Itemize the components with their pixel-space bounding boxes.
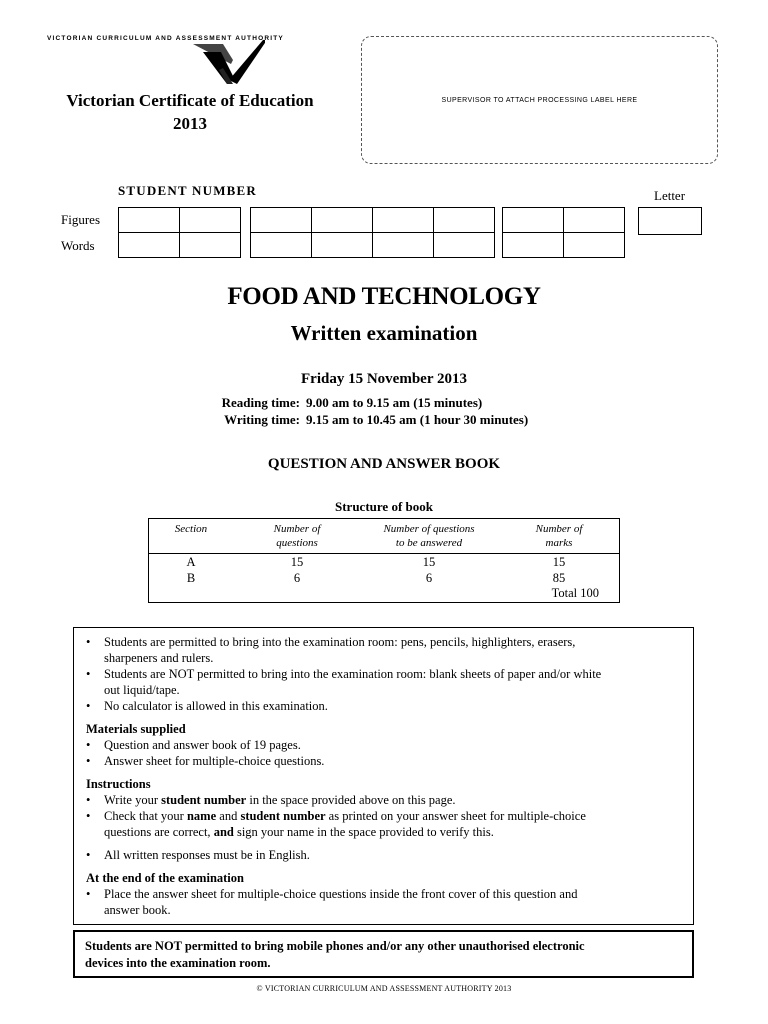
- figure-box[interactable]: [312, 208, 373, 233]
- words-label: Words: [61, 238, 95, 253]
- letter-box[interactable]: [639, 208, 702, 235]
- copyright-footer: © VICTORIAN CURRICULUM AND ASSESSMENT AUTHORITY 2013: [256, 984, 512, 993]
- processing-label-text: SUPERVISOR TO ATTACH PROCESSING LABEL HERE: [441, 96, 638, 104]
- bullet: •: [86, 738, 91, 752]
- word-box[interactable]: [119, 233, 180, 258]
- permitted-items: Students are permitted to bring into the examination room: pens, pencils, highlighters, erasers, sharpeners and rulers.: [104, 635, 576, 665]
- bullet: •: [86, 699, 91, 713]
- mobile-phone-warning: Students are NOT permitted to bring mobile phones and/or any other unauthorised electronic devices into the examination room.: [73, 930, 694, 978]
- end-item-1: Place the answer sheet for multiple-choice questions inside the front cover of this question and answer book.: [104, 887, 578, 917]
- material-item-2: Answer sheet for multiple-choice questions.: [104, 754, 325, 768]
- row-b-section: B: [186, 571, 196, 585]
- reading-time-value: 9.00 am to 9.15 am (15 minutes): [306, 395, 483, 410]
- calculator-note: No calculator is allowed in this examination.: [104, 699, 328, 713]
- structure-table: [148, 518, 620, 603]
- letter-label: Letter: [654, 188, 686, 203]
- row-a-questions: 15: [290, 555, 304, 569]
- authority-name: VICTORIAN CURRICULUM AND ASSESSMENT AUTHORITY: [47, 35, 284, 42]
- student-number-title: STUDENT NUMBER: [118, 183, 257, 198]
- instruction-item-2: Check that your name and student number as printed on your answer sheet for multiple-choice questions are correct, and sign your name in the space provided to verify this.: [104, 809, 586, 839]
- word-box[interactable]: [251, 233, 312, 258]
- figure-box[interactable]: [564, 208, 625, 233]
- total-marks: Total 100: [551, 586, 599, 600]
- reading-time-label: Reading time:: [221, 395, 300, 410]
- header-marks: Number of marks: [535, 523, 583, 549]
- word-box[interactable]: [180, 233, 241, 258]
- header-to-answer: Number of questions to be answered: [383, 523, 475, 549]
- bullet: •: [86, 667, 91, 681]
- writing-time-label: Writing time:: [224, 412, 300, 427]
- book-title: QUESTION AND ANSWER BOOK: [267, 456, 501, 472]
- bullet: •: [86, 754, 91, 768]
- instruction-item-1: Write your student number in the space provided above on this page.: [104, 793, 456, 807]
- bullet: •: [86, 635, 91, 649]
- figure-box[interactable]: [503, 208, 564, 233]
- row-b-marks: 85: [552, 571, 566, 585]
- student-number-grid-part2: [250, 207, 495, 258]
- vcaa-logo-icon: [193, 40, 265, 84]
- figure-box[interactable]: [180, 208, 241, 233]
- instruction-item-3: All written responses must be in English.: [104, 848, 310, 862]
- row-a-marks: 15: [552, 555, 566, 569]
- header-section: Section: [174, 523, 208, 535]
- certificate-year: 2013: [173, 114, 207, 133]
- certificate-title: [40, 89, 340, 135]
- word-box[interactable]: [564, 233, 625, 258]
- row-b-questions: 6: [293, 571, 301, 585]
- structure-header: [149, 519, 619, 554]
- word-box[interactable]: [503, 233, 564, 258]
- figure-box[interactable]: [434, 208, 495, 233]
- student-number-grid-part1: [118, 207, 241, 258]
- figure-box[interactable]: [119, 208, 180, 233]
- instructions-box: [73, 627, 694, 925]
- word-box[interactable]: [373, 233, 434, 258]
- figures-label: Figures: [61, 212, 100, 227]
- row-a-section: A: [186, 555, 196, 569]
- exam-subtitle: Written examination: [290, 321, 478, 345]
- row-b-answered: 6: [425, 571, 433, 585]
- materials-heading: Materials supplied: [86, 722, 186, 736]
- structure-title: Structure of book: [335, 499, 433, 514]
- writing-time-value: 9.15 am to 10.45 am (1 hour 30 minutes): [306, 412, 529, 427]
- word-box[interactable]: [434, 233, 495, 258]
- figure-box[interactable]: [251, 208, 312, 233]
- figure-box[interactable]: [373, 208, 434, 233]
- processing-label-box: [361, 36, 718, 164]
- end-heading: At the end of the examination: [86, 871, 244, 885]
- material-item-1: Question and answer book of 19 pages.: [104, 738, 301, 752]
- instructions-heading: Instructions: [86, 777, 151, 791]
- bullet: •: [86, 809, 91, 823]
- row-a-answered: 15: [422, 555, 436, 569]
- certificate-line1: Victorian Certificate of Education: [66, 91, 314, 110]
- word-box[interactable]: [312, 233, 373, 258]
- not-permitted-items: Students are NOT permitted to bring into the examination room: blank sheets of paper and/or white out liquid/tape.: [104, 667, 602, 697]
- header-questions: Number of questions: [273, 523, 321, 549]
- exam-date: Friday 15 November 2013: [301, 371, 467, 387]
- student-number-grid-part3: [502, 207, 625, 258]
- exam-title: FOOD AND TECHNOLOGY: [227, 283, 541, 310]
- bullet: •: [86, 793, 91, 807]
- bullet: •: [86, 887, 91, 901]
- letter-grid: [638, 207, 702, 235]
- bullet: •: [86, 848, 91, 862]
